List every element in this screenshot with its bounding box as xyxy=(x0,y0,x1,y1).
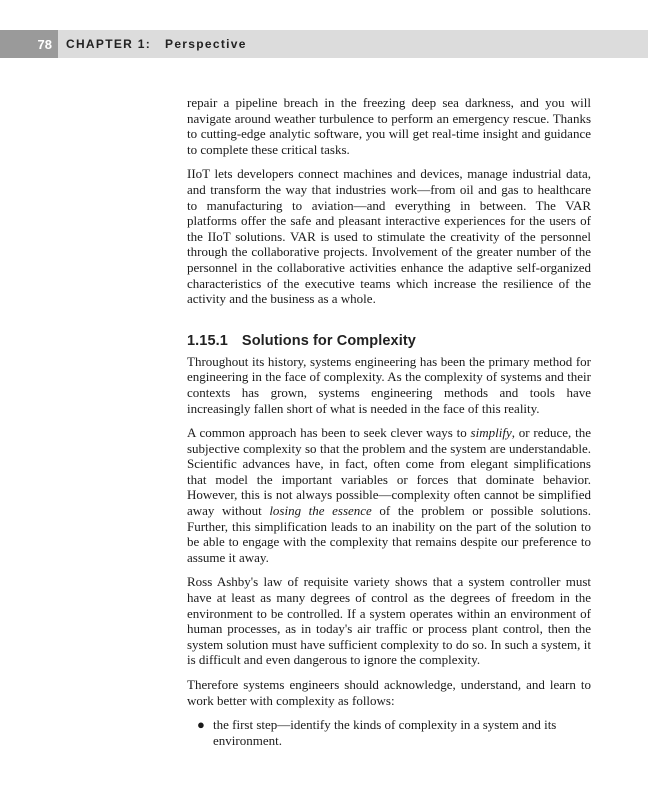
bullet-list xyxy=(187,717,591,748)
paragraph-iiot: IIoT lets developers connect machines and devices, manage industrial data, and transform the way that industries work—from oil and gas to healthcare to manufacturing to aviation—and everything in between. The VAR platforms offer the safe and pleasant interactive experiences for the users of the IIoT solutions. VAR is used to stimulate the creativity of the personnel through the collaborative projects. Involvement of the greater number of the personnel in the collaborative activities enhance the adaptive self-organized characteristics of the executive teams which increase the resilience of the activity and the business as a whole. xyxy=(187,166,591,307)
paragraph-history: Throughout its history, systems engineering has been the primary method for engineering in the face of complexity. As the complexity of systems and their contexts has grown, systems engineering methods and tools have increasingly fallen short of what is needed in the face of this reality. xyxy=(187,353,591,416)
list-item-text: the first step—identify the kinds of complexity in a system and its environment. xyxy=(213,717,557,748)
section-number: 1.15.1 xyxy=(187,332,228,349)
list-item xyxy=(197,717,591,748)
page-body xyxy=(187,95,591,748)
chapter-title: Perspective xyxy=(165,37,247,51)
text-run: A common approach has been to seek clever ways to xyxy=(187,425,471,441)
page-number: 78 xyxy=(0,30,58,58)
running-head xyxy=(66,30,247,58)
bullet-icon: ● xyxy=(197,717,205,733)
text-run: of the problem or possible solutions. Further, this simplification leads to an inability on the part of the solution to be able to engage with the complexity that remains despite our preference to assume it away. xyxy=(187,503,591,565)
section-heading xyxy=(187,333,591,349)
paragraph-intro-continued: repair a pipeline breach in the freezing deep sea darkness, and you will navigate around weather turbulence to perform an emergency rescue. Thanks to cutting-edge analytic software, you will get real-time insight and guidance to complete these critical tasks. xyxy=(187,95,591,157)
chapter-label: CHAPTER 1: xyxy=(66,37,152,51)
paragraph-ashby: Ross Ashby's law of requisite variety shows that a system controller must have at least as many degrees of control as the degrees of freedom in the environment to be controlled. If a system operates within an environment of human processes, as in today's air traffic or process plant control, then the system solution must have sufficient complexity to do so. In such a system, it is difficult and even dangerous to ignore the complexity. xyxy=(187,574,591,668)
emphasis-simplify: simplify xyxy=(470,425,512,441)
emphasis-losing-the-essence: losing the essence xyxy=(269,503,372,519)
text-run: , or reduce, the subjective complexity so that the problem and the system are understandable. Scientific advances have, in fact, often come from elegant simplifications that model the important variables or forces that dominate behavior. However, this is not always possible—complexity often cannot be simplified away without xyxy=(187,425,591,519)
paragraph-therefore: Therefore systems engineers should acknowledge, understand, and learn to work better with complexity as follows: xyxy=(187,677,591,708)
section-title: Solutions for Complexity xyxy=(241,332,416,349)
paragraph-simplify xyxy=(187,425,591,565)
